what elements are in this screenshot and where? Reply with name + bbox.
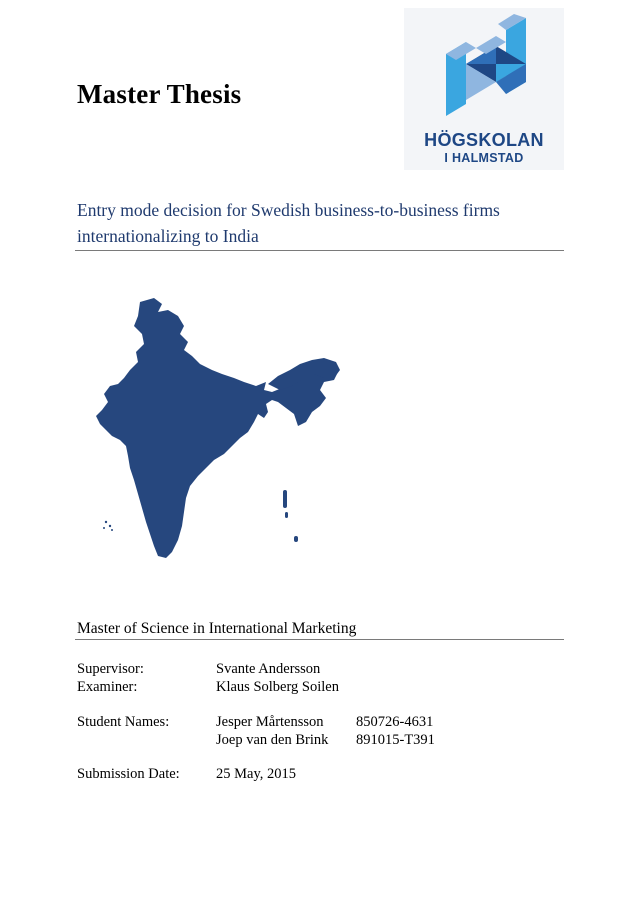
degree-programme: Master of Science in International Marketing <box>77 620 357 637</box>
india-map-image <box>88 290 348 565</box>
subtitle-line-2: internationalizing to India <box>77 226 259 246</box>
degree-divider <box>75 639 564 640</box>
subtitle-line-1: Entry mode decision for Swedish business-to-business firms <box>77 200 500 220</box>
title-divider <box>75 250 564 251</box>
submission-date-value: 25 May, 2015 <box>216 766 297 782</box>
logo-name-line2: I HALMSTAD <box>444 151 524 165</box>
thesis-subtitle <box>77 197 567 249</box>
supervisor-value: Svante Andersson <box>216 661 321 677</box>
student-name: Jesper Mårtensson <box>216 714 324 730</box>
student-id: 891015-T391 <box>356 732 435 748</box>
logo-mark-icon <box>404 8 564 128</box>
supervisor-label: Supervisor: <box>77 661 144 677</box>
logo-name-line1: HÖGSKOLAN <box>424 130 544 150</box>
document-title: Master Thesis <box>77 79 242 109</box>
examiner-label: Examiner: <box>77 679 138 695</box>
student-name: Joep van den Brink <box>216 732 329 748</box>
university-logo <box>404 8 564 170</box>
submission-date-label: Submission Date: <box>77 766 180 782</box>
student-names-label: Student Names: <box>77 714 170 730</box>
examiner-value: Klaus Solberg Soilen <box>216 679 339 695</box>
student-id: 850726-4631 <box>356 714 434 730</box>
